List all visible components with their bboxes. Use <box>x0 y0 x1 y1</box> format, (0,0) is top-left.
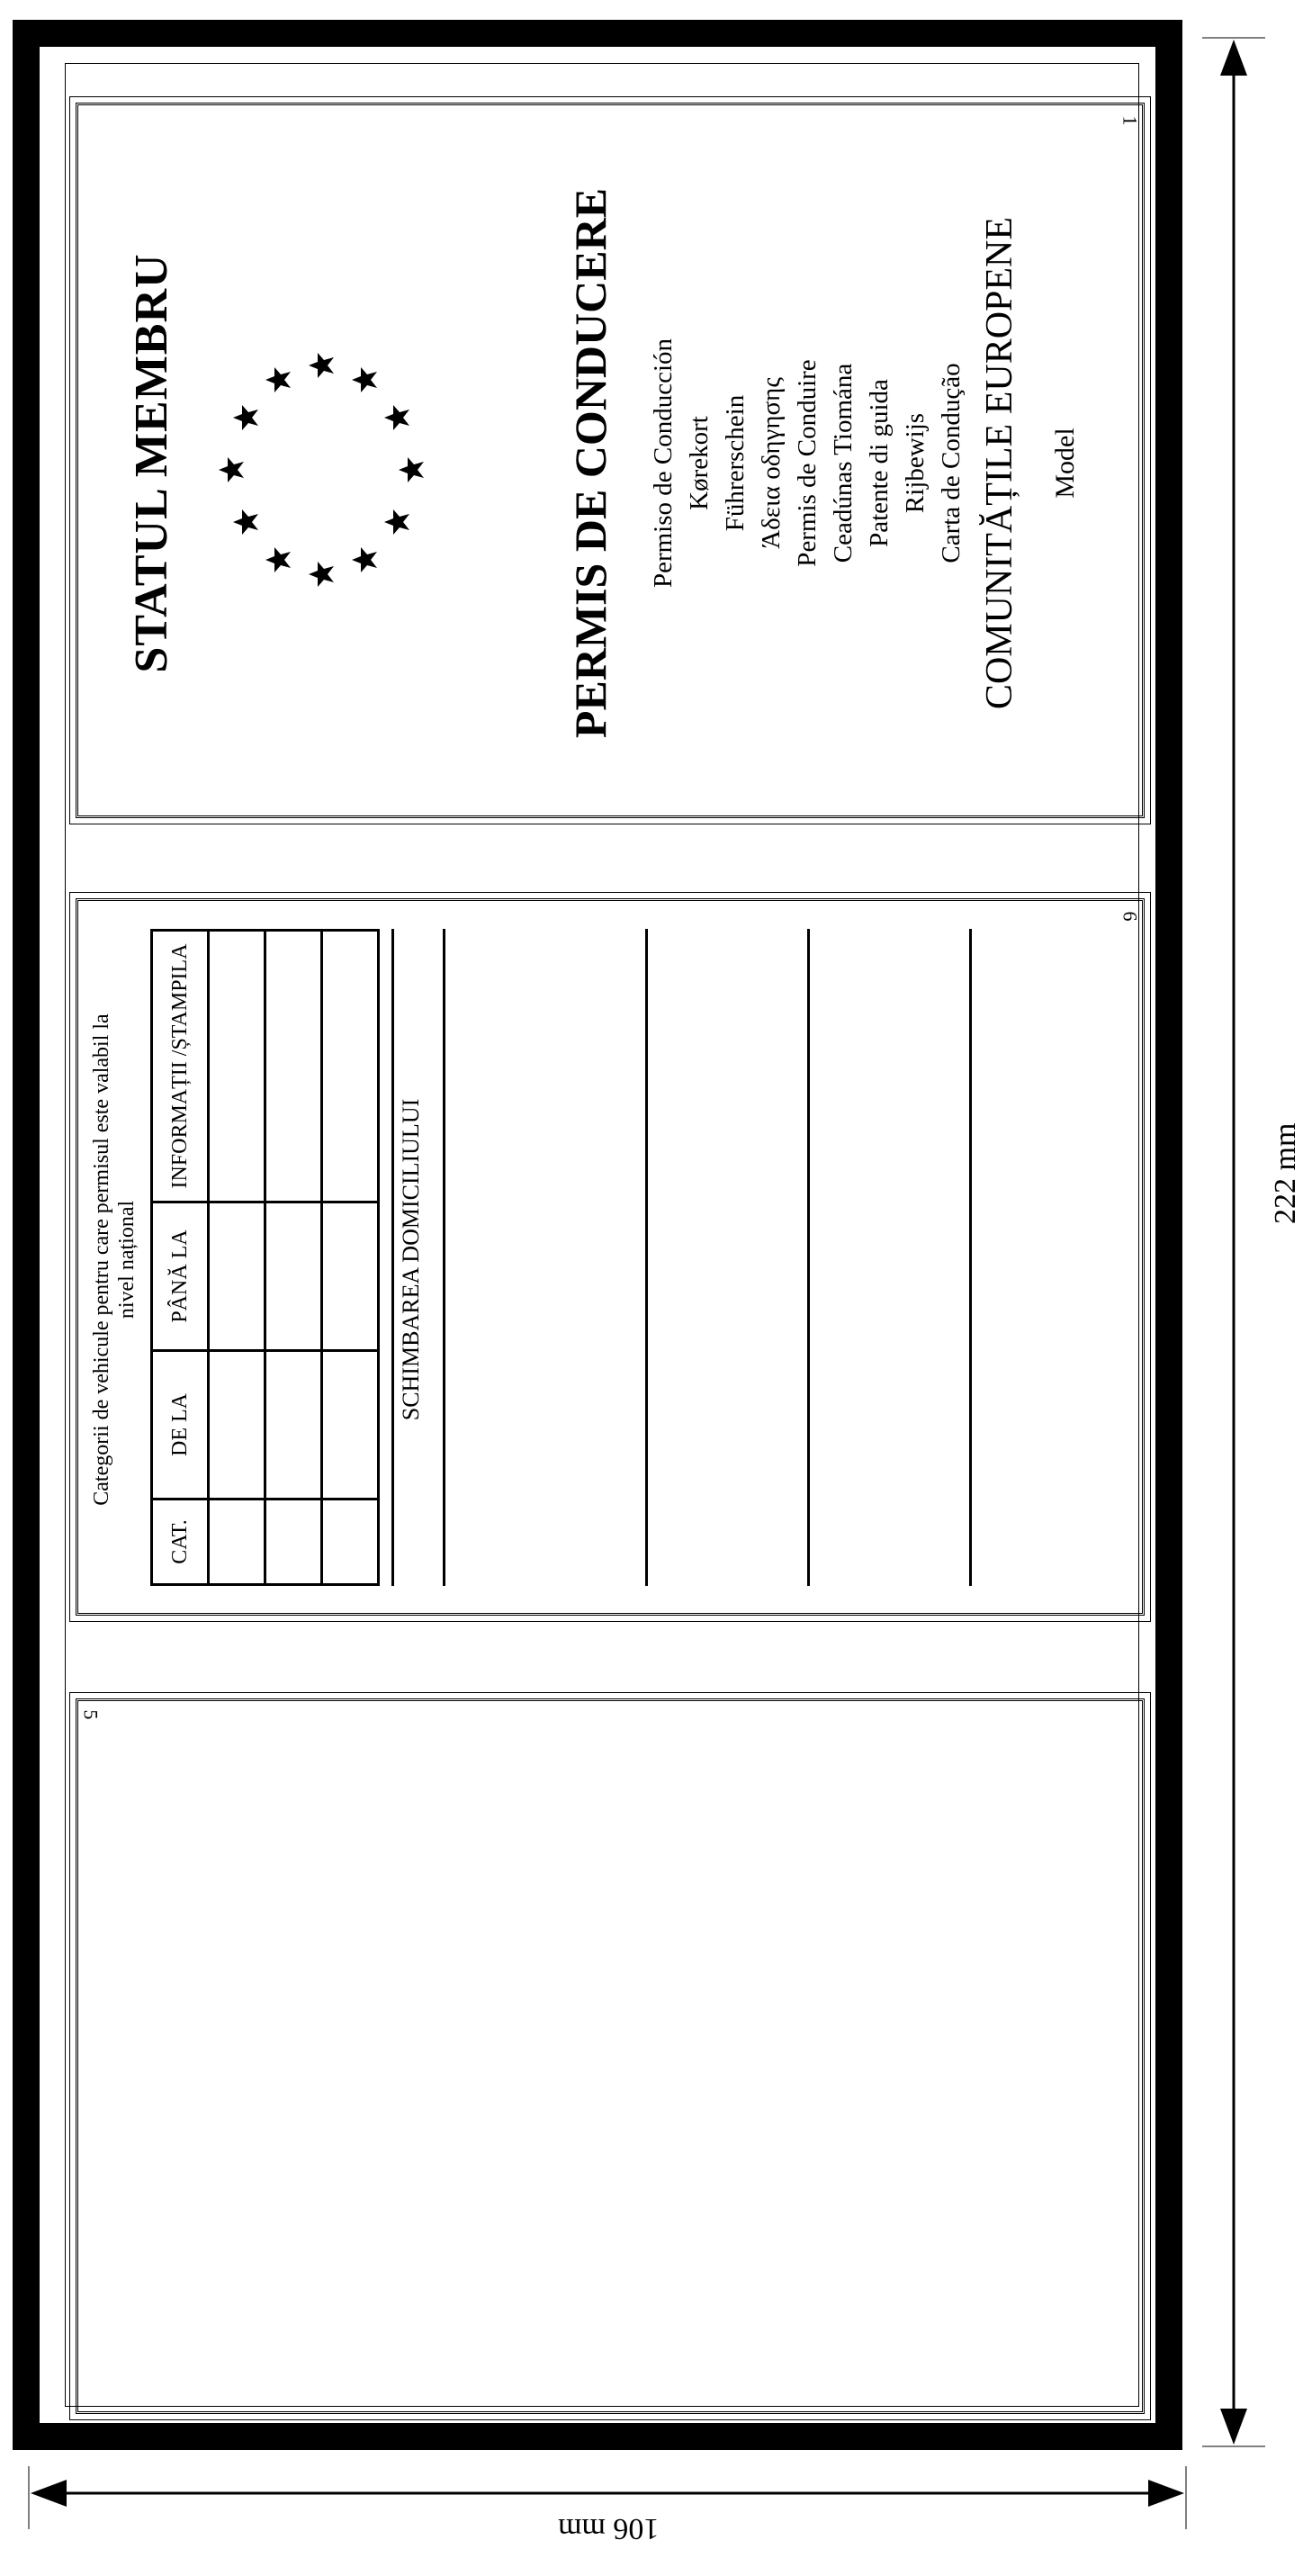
language-item: Permiso de Conducción <box>649 338 678 589</box>
categories-table <box>150 929 380 1586</box>
col-header-from: DE LA <box>152 1351 209 1500</box>
page-number: 6 <box>1119 911 1142 922</box>
table-cell <box>265 1202 322 1351</box>
table-header-row <box>152 931 209 1585</box>
width-label: 106 mm <box>558 2512 660 2545</box>
model-label: Model <box>1050 428 1080 499</box>
language-item: Kørekort <box>685 416 714 510</box>
col-header-cat: CAT. <box>152 1500 209 1585</box>
height-label: 222 mm <box>1269 1122 1302 1224</box>
page-6-categories <box>76 898 1145 1616</box>
member-state-title: STATUL MEMBRU <box>126 253 177 673</box>
table-cell <box>265 931 322 1202</box>
language-item: Άδεια οδηγησης <box>757 377 786 549</box>
caption-line: Categorii de vehicule pentru care permisul este valabil la <box>90 1013 113 1506</box>
language-item: Patente di guida <box>865 379 894 547</box>
height-dimension-arrow <box>1202 36 1265 2448</box>
eu-stars-icon <box>213 281 429 659</box>
table-cell <box>209 931 265 1202</box>
col-header-info-stamp: INFORMAȚII /ȘTAMPILA <box>152 931 209 1202</box>
licence-title: PERMIS DE CONDUCERE <box>565 187 616 739</box>
table-cell <box>209 1351 265 1500</box>
page-1-content <box>78 105 1147 821</box>
page-number: 5 <box>79 1709 103 1720</box>
divider <box>391 929 394 1586</box>
community-label: COMUNITĂȚILE EUROPENE <box>979 216 1020 710</box>
table-cell <box>209 1500 265 1585</box>
table-row <box>265 931 322 1585</box>
page-5-blank <box>76 1698 1145 2414</box>
table-cell <box>209 1202 265 1351</box>
domicile-line <box>969 929 972 1586</box>
page-1-cover <box>76 103 1145 818</box>
language-list <box>645 105 969 821</box>
domicile-change-label: SCHIMBAREA DOMICILIULUI <box>398 1098 424 1421</box>
domicile-line <box>443 929 445 1586</box>
table-cell <box>322 1351 379 1500</box>
language-item: Carta de Condução <box>937 363 966 563</box>
table-cell <box>265 1500 322 1585</box>
page-6-content <box>78 901 1147 1618</box>
language-item: Ceadúnas Tiomána <box>829 363 858 563</box>
table-row <box>322 931 379 1585</box>
table-cell <box>322 1500 379 1585</box>
table-cell <box>322 1202 379 1351</box>
language-item: Führerschein <box>721 394 750 532</box>
table-cell <box>322 931 379 1202</box>
page-number: 1 <box>1119 115 1142 126</box>
table-cell <box>265 1351 322 1500</box>
language-item: Rijbewijs <box>901 412 930 514</box>
licence-sheet <box>13 20 1182 2450</box>
domicile-line <box>645 929 648 1586</box>
domicile-line <box>807 929 810 1586</box>
col-header-until: PÂNĂ LA <box>152 1202 209 1351</box>
table-row <box>209 931 265 1585</box>
caption-line: nivel național <box>115 1200 139 1320</box>
categories-caption <box>89 901 139 1618</box>
language-item: Permis de Conduire <box>793 359 822 567</box>
